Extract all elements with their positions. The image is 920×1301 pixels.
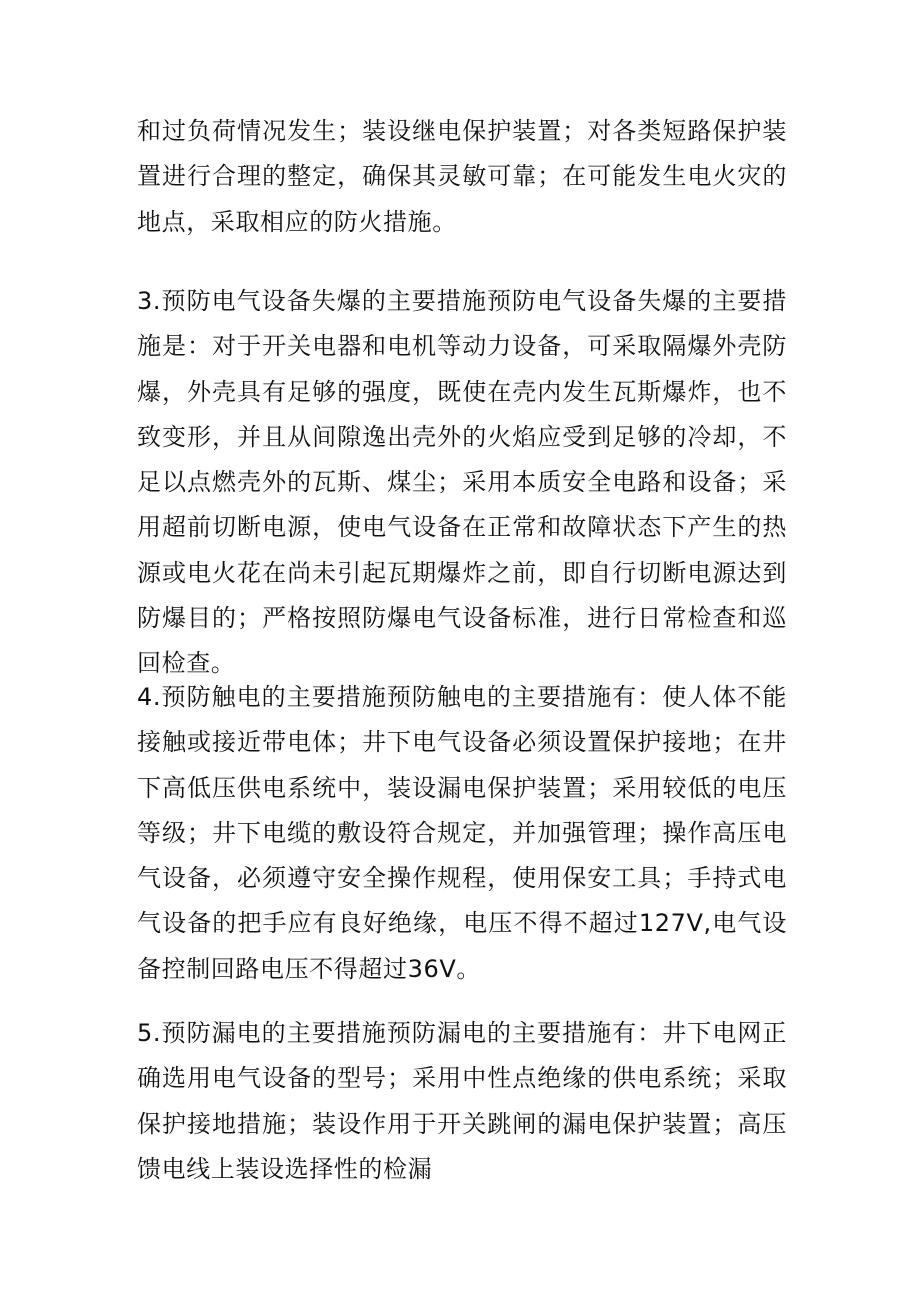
paragraph-fire-prevention-continued: 和过负荷情况发生；装设继电保护装置；对各类短路保护装置进行合理的整定，确保其灵敏可靠；在可能发生电火灾的地点，采取相应的防火措施。 xyxy=(137,117,787,236)
paragraph-explosion-proof-measures: 3.预防电气设备失爆的主要措施预防电气设备失爆的主要措施是：对于开关电器和电机等动力设备，可采取隔爆外壳防爆，外壳具有足够的强度，既使在壳内发生瓦斯爆炸，也不致变形，并且从间隙逸出壳外的火焰应受到足够的冷却，不足以点燃壳外的瓦斯、煤尘；采用本质安全电路和设备；采用超前切断电源，使电气设备在正常和故障状态下产生的热源或电火花在尚未引起瓦期爆炸之前，即自行切断电源达到防爆目的；严格按照防爆电气设备标准，进行日常检查和巡回检查。 xyxy=(137,287,787,678)
paragraph-leakage-prevention: 5.预防漏电的主要措施预防漏电的主要措施有：井下电网正确选用电气设备的型号；采用中性点绝缘的供电系统；采取保护接地措施；装设作用于开关跳闸的漏电保护装置；高压馈电线上装设选择性的检漏 xyxy=(137,1019,787,1183)
paragraph-electric-shock-prevention: 4.预防触电的主要措施预防触电的主要措施有：使人体不能接触或接近带电体；井下电气设备必须设置保护接地；在井下高低压供电系统中，装设漏电保护装置；采用较低的电压等级；井下电缆的敷设符合规定，并加强管理；操作高压电气设备，必须遵守安全操作规程，使用保安工具；手持式电气设备的把手应有良好绝缘，电压不得不超过127V,电气设备控制回路电压不得超过36V。 xyxy=(137,683,787,983)
